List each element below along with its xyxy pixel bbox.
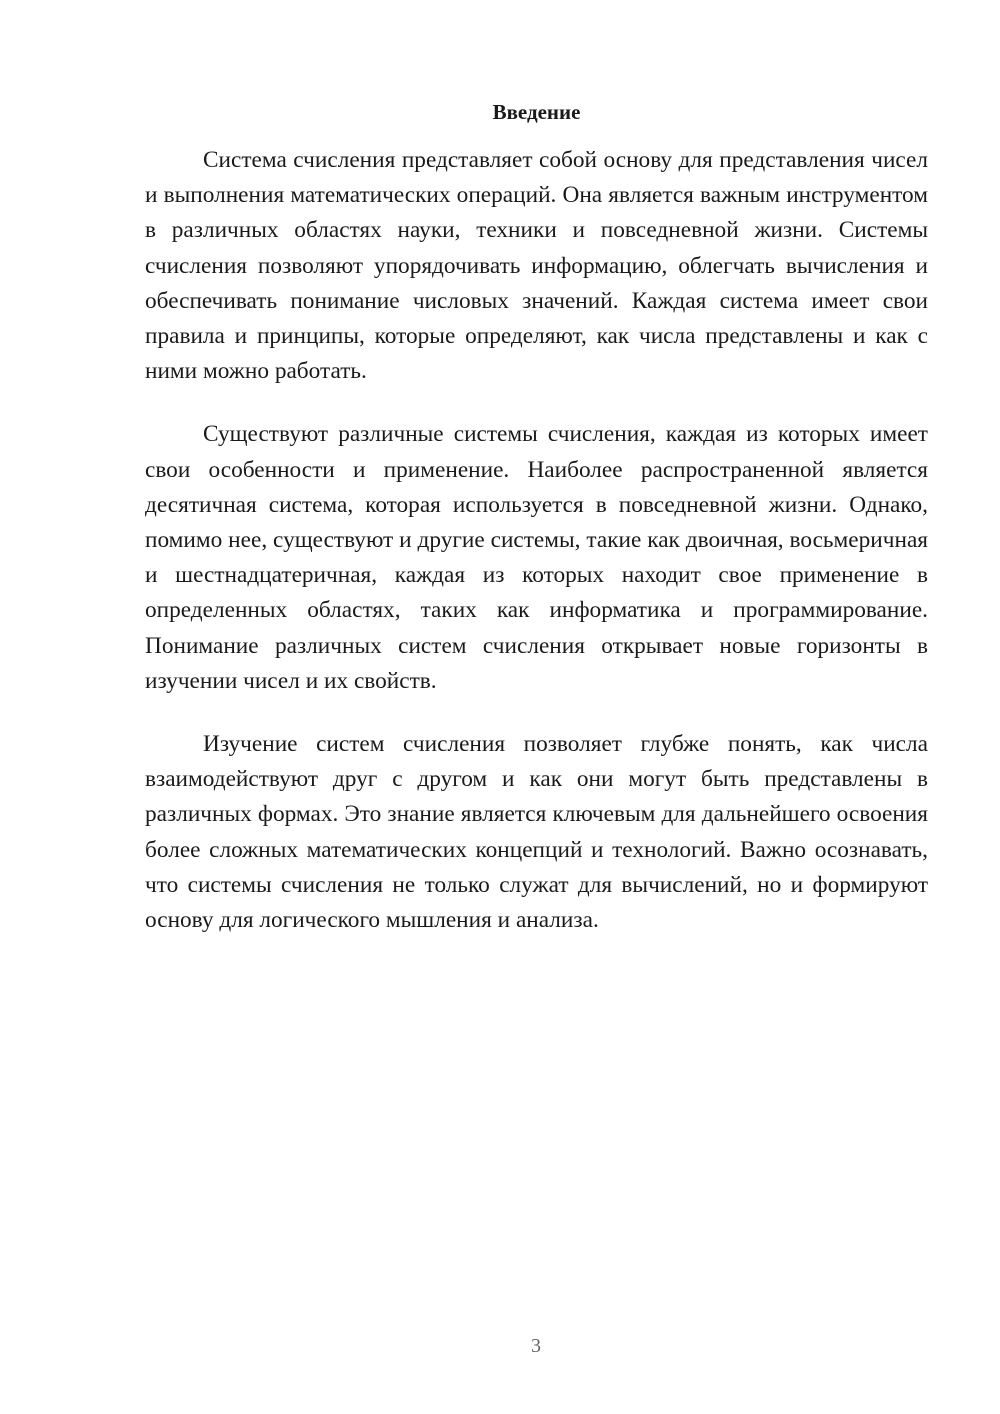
paragraph-2: Существуют различные системы счисления, каждая из которых имеет свои особенности и применение. Наиболее распространенной является десятичная система, которая используется в повседневной жизни. Однако, помимо нее, существуют и другие системы, такие как двоичная, восьмеричная и шестнадцатеричная, каждая из которых находит свое применение в определенных областях, таких как информатика и программирование. Понимание различных систем счисления открывает новые горизонты в изучении чисел и их свойств. <box>145 421 928 694</box>
section-heading: Введение <box>492 100 581 124</box>
paragraph-3: Изучение систем счисления позволяет глубже понять, как числа взаимодействуют друг с другом и как они могут быть представлены в различных формах. Это знание является ключевым для дальнейшего освоения более сложных математических концепций и технологий. Важно осознавать, что системы счисления не только служат для вычислений, но и формируют основу для логического мышления и анализа. <box>145 731 928 934</box>
paragraph-1: Система счисления представляет собой основу для представления чисел и выполнения математических операций. Она является важным инструментом в различных областях науки, техники и повседневной жизни. Системы счисления позволяют упорядочивать информацию, облегчать вычисления и обеспечивать понимание числовых значений. Каждая система имеет свои правила и принципы, которые определяют, как числа представлены и как с ними можно работать. <box>145 147 928 385</box>
page-number: 3 <box>531 1335 541 1357</box>
body-text <box>145 143 928 966</box>
